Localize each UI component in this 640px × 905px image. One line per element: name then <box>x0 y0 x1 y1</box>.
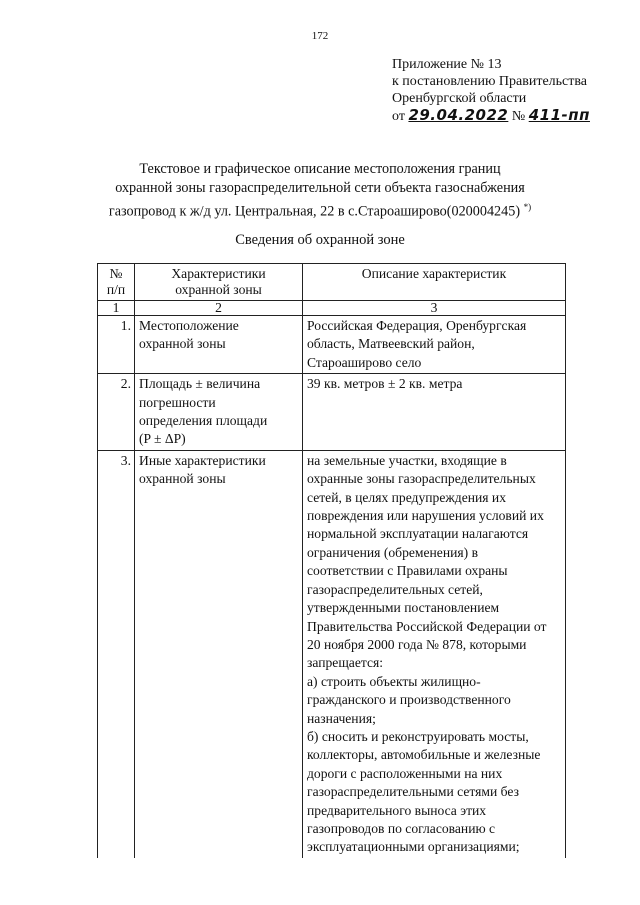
characteristic-line: Иные характеристики <box>139 452 266 468</box>
characteristic-line: (P ± ΔP) <box>139 431 186 447</box>
description-line: эксплуатационными организациями; <box>307 839 520 855</box>
description-line: дороги с расположенными на них <box>307 765 503 781</box>
description-line: нормальной эксплуатации налагаются <box>307 526 529 542</box>
description-line: запрещается: <box>307 655 384 671</box>
description-line: газопроводов по согласованию с <box>307 820 496 836</box>
description-line: газораспределительных сетей, <box>307 581 483 597</box>
characteristic-line: охранной зоны <box>139 471 226 487</box>
description-line: Российская Федерация, Оренбургская <box>307 318 527 333</box>
table-header-row <box>98 264 566 301</box>
description-line: Правительства Российской Федерации от <box>307 618 547 634</box>
description-line: область, Матвеевский район, <box>307 336 475 352</box>
table-row <box>98 316 566 374</box>
description-line: охранные зоны газораспределительных <box>307 471 536 487</box>
description-line: ограничения (обременения) в <box>307 544 478 560</box>
title-line-3-text: газопровод к ж/д ул. Центральная, 22 в с.Староаширово(020004245) <box>108 203 521 220</box>
description-line: 20 ноября 2000 года № 878, которыми <box>307 636 527 652</box>
description-line: коллекторы, автомобильные и железные <box>307 747 541 763</box>
handwritten-number: 411-пп <box>528 106 590 124</box>
characteristic-line: Местоположение <box>139 318 239 333</box>
appendix-line-3: Оренбургской области <box>392 91 527 106</box>
footnote-mark: *) <box>523 202 532 212</box>
table-row <box>98 374 566 451</box>
row-characteristic <box>135 374 303 451</box>
description-line: утвержденными постановлением <box>307 600 500 616</box>
document-title <box>60 160 580 222</box>
row-description <box>303 316 566 374</box>
row-characteristic <box>135 450 303 857</box>
header-characteristic-line-2: охранной зоны <box>175 282 262 297</box>
col-number-3: 3 <box>303 301 566 316</box>
appendix-line-2: к постановлению Правительства <box>392 74 588 89</box>
col-number-2: 2 <box>135 301 303 316</box>
description-line: назначения; <box>307 710 376 726</box>
description-line: сетей, в целях предупреждения их <box>307 489 506 505</box>
row-number: 2. <box>98 374 135 451</box>
page-number: 172 <box>311 30 329 42</box>
number-prefix: № <box>511 109 526 124</box>
characteristic-line: определения площади <box>139 413 268 429</box>
characteristic-line: погрешности <box>139 394 216 410</box>
header-num <box>98 264 135 301</box>
row-description <box>303 374 566 451</box>
header-description <box>303 264 566 301</box>
description-line: 39 кв. метров ± 2 кв. метра <box>307 376 463 392</box>
description-line: Староаширово село <box>307 354 422 370</box>
title-line-3 <box>60 198 580 222</box>
date-prefix: от <box>392 109 405 124</box>
header-description-text: Описание характеристик <box>361 266 507 281</box>
header-num-line-1: № <box>109 266 123 281</box>
row-description <box>303 450 566 857</box>
table-row <box>98 450 566 857</box>
appendix-header <box>392 56 590 125</box>
description-line: на земельные участки, входящие в <box>307 452 507 468</box>
header-characteristic-line-1: Характеристики <box>171 266 266 281</box>
row-characteristic <box>135 316 303 374</box>
header-characteristic <box>135 264 303 301</box>
description-line: газораспределительными сетями без <box>307 784 519 800</box>
handwritten-date: 29.04.2022 <box>408 106 509 124</box>
appendix-date-line <box>392 107 590 125</box>
characteristic-line: Площадь ± величина <box>139 376 261 392</box>
description-line: повреждения или нарушения условий их <box>307 508 544 524</box>
zone-info-table <box>97 263 566 858</box>
characteristic-line: охранной зоны <box>139 336 226 352</box>
row-number: 3. <box>98 450 135 857</box>
title-line-1: Текстовое и графическое описание местоположения границ <box>139 161 501 177</box>
row-number: 1. <box>98 316 135 374</box>
header-num-line-2: п/п <box>106 282 126 297</box>
description-line: б) сносить и реконструировать мосты, <box>307 728 529 744</box>
appendix-line-1: Приложение № 13 <box>392 57 502 72</box>
description-line: гражданского и производственного <box>307 692 511 708</box>
description-line: соответствии с Правилами охраны <box>307 563 508 579</box>
col-number-1: 1 <box>98 301 135 316</box>
description-line: а) строить объекты жилищно- <box>307 673 481 689</box>
title-line-2: охранной зоны газораспределительной сети объекта газоснабжения <box>115 180 525 196</box>
column-number-row <box>98 301 566 316</box>
description-line: предварительного выноса этих <box>307 802 487 818</box>
section-title: Сведения об охранной зоне <box>235 232 405 248</box>
